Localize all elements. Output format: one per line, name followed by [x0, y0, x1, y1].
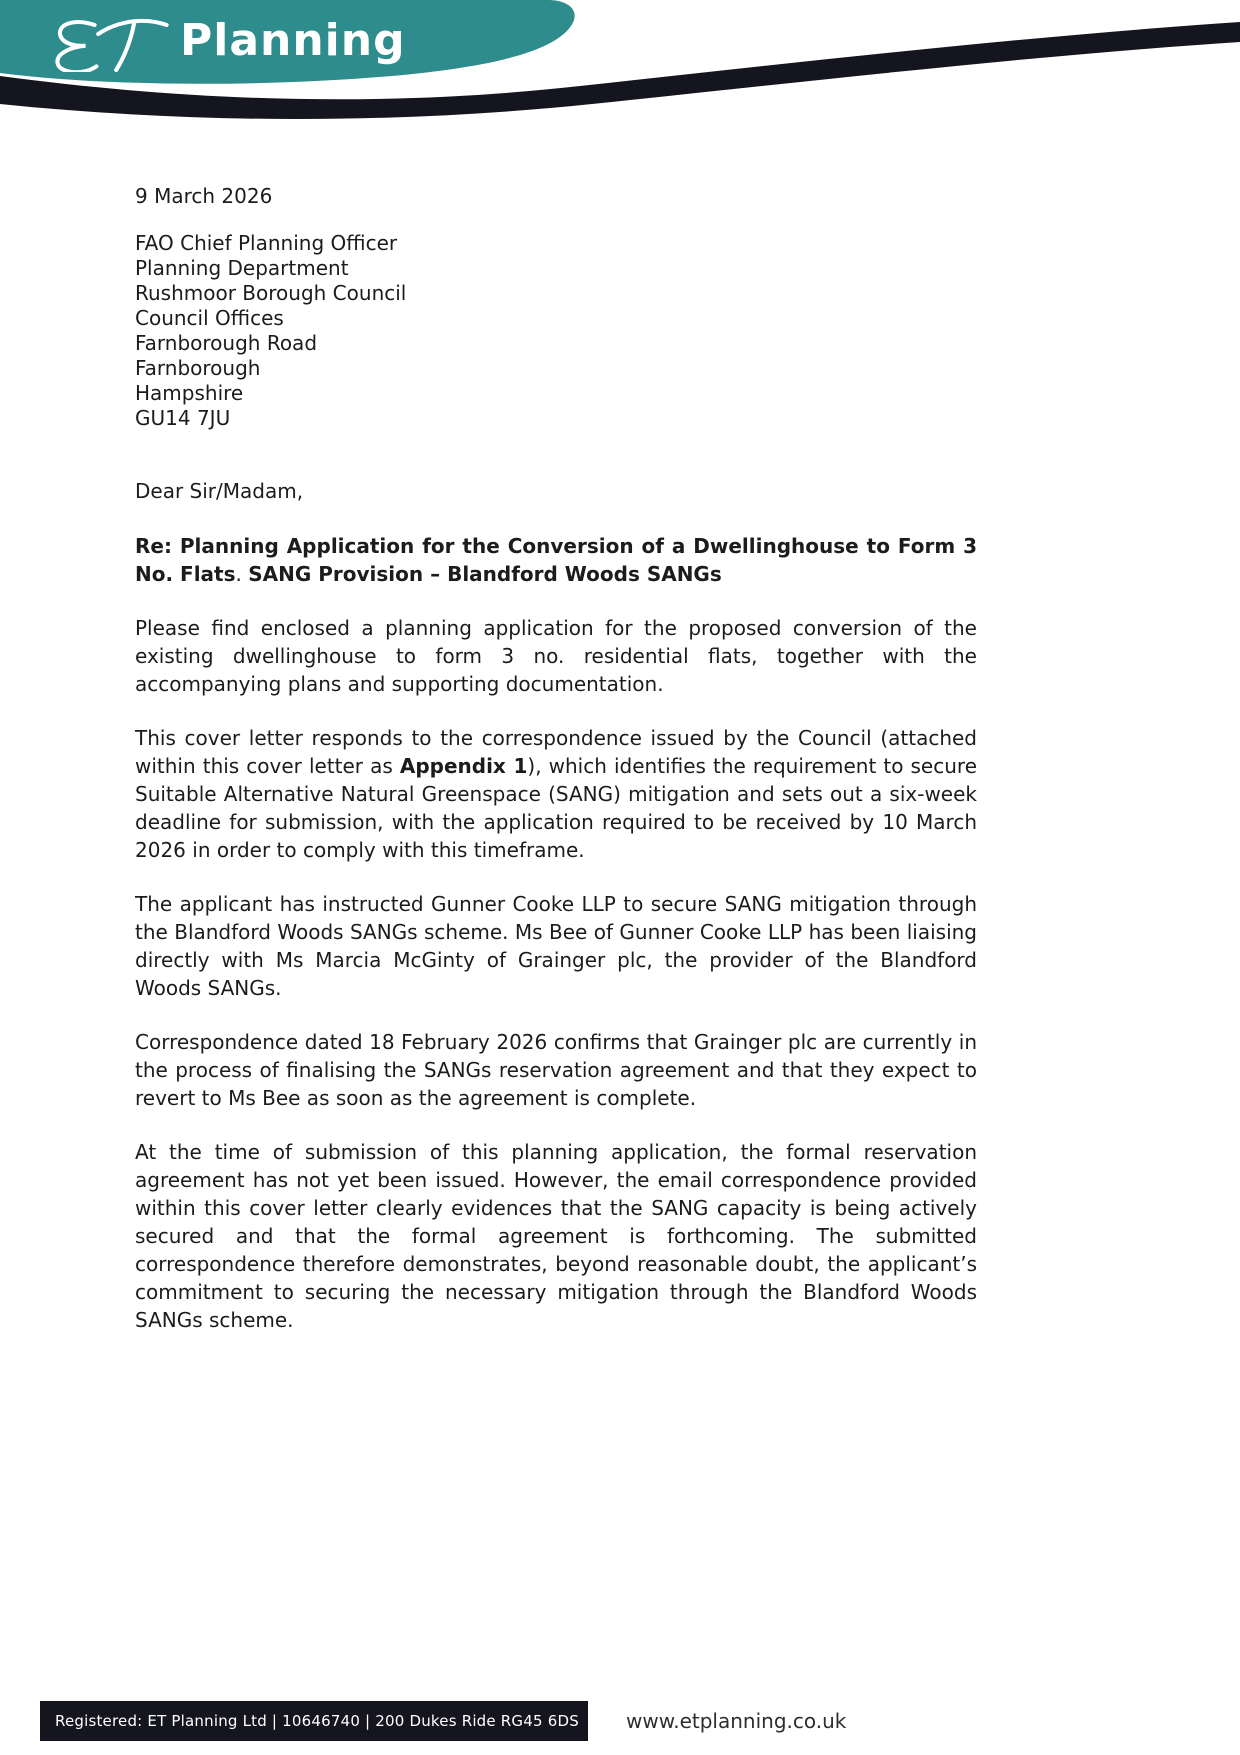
registration-bar — [40, 1701, 588, 1741]
paragraph-2 — [135, 724, 977, 864]
footer — [0, 1701, 1240, 1741]
logo — [46, 14, 406, 72]
header-banner — [0, 0, 1240, 130]
salutation: Dear Sir/Madam, — [135, 479, 304, 503]
paragraph-5: At the time of submission of this planning application, the formal reservation agreement has not yet been issued. However, the email correspondence provided within this cover letter clearly evidences that the SANG capacity is being actively secured and that the formal agreement is forthcoming. The submitted correspondence therefore demonstrates, beyond reasonable doubt, the applicant’s commitment to securing the necessary mitigation through the Blandford Woods SANGs scheme. — [135, 1140, 977, 1332]
appendix-reference: Appendix 1 — [399, 754, 528, 778]
address-line: Hampshire — [135, 381, 244, 405]
address-line: Council Offices — [135, 306, 284, 330]
address-line: FAO Chief Planning Officer — [135, 231, 398, 255]
subject-line — [135, 532, 977, 588]
et-monogram-icon — [46, 14, 172, 72]
subject-separator: . — [235, 562, 249, 586]
address-line: Farnborough — [135, 356, 261, 380]
paragraph-2-text: This cover letter responds to the correspondence issued by the Council (attached within this cover letter as — [135, 726, 977, 778]
recipient-address — [135, 231, 977, 431]
address-line: GU14 7JU — [135, 406, 231, 430]
letter-date: 9 March 2026 — [135, 184, 273, 208]
address-line: Rushmoor Borough Council — [135, 281, 407, 305]
registration-text: Registered: ET Planning Ltd | 10646740 | 200 Dukes Ride RG45 6DS — [55, 1712, 579, 1730]
paragraph-3: The applicant has instructed Gunner Cooke LLP to secure SANG mitigation through the Blandford Woods SANGs scheme. Ms Bee of Gunner Cooke LLP has been liaising directly with Ms Marcia McGinty of Grainger plc, the provider of the Blandford Woods SANGs. — [135, 892, 977, 1000]
logo-text: Planning — [180, 15, 406, 66]
paragraph-2-text: ), which identifies the requirement to secure Suitable Alternative Natural Greenspace (SANG) mitigation and sets out a six-week deadline for submission, with the application required to be received by 10 March 2026 in order to comply with this timeframe. — [135, 754, 977, 862]
address-line: Planning Department — [135, 256, 349, 280]
address-line: Farnborough Road — [135, 331, 318, 355]
subject-part1: Re: Planning Application for the Conversion of a Dwellinghouse to Form 3 No. Flats — [135, 534, 977, 586]
paragraph-1: Please find enclosed a planning application for the proposed conversion of the existing dwellinghouse to form 3 no. residential flats, together with the accompanying plans and supporting documentation. — [135, 616, 977, 696]
paragraph-4: Correspondence dated 18 February 2026 confirms that Grainger plc are currently in the process of finalising the SANGs reservation agreement and that they expect to revert to Ms Bee as soon as the agreement is complete. — [135, 1030, 977, 1110]
website-url: www.etplanning.co.uk — [626, 1709, 847, 1733]
subject-part2: SANG Provision – Blandford Woods SANGs — [248, 562, 722, 586]
letter-body — [135, 130, 977, 1334]
